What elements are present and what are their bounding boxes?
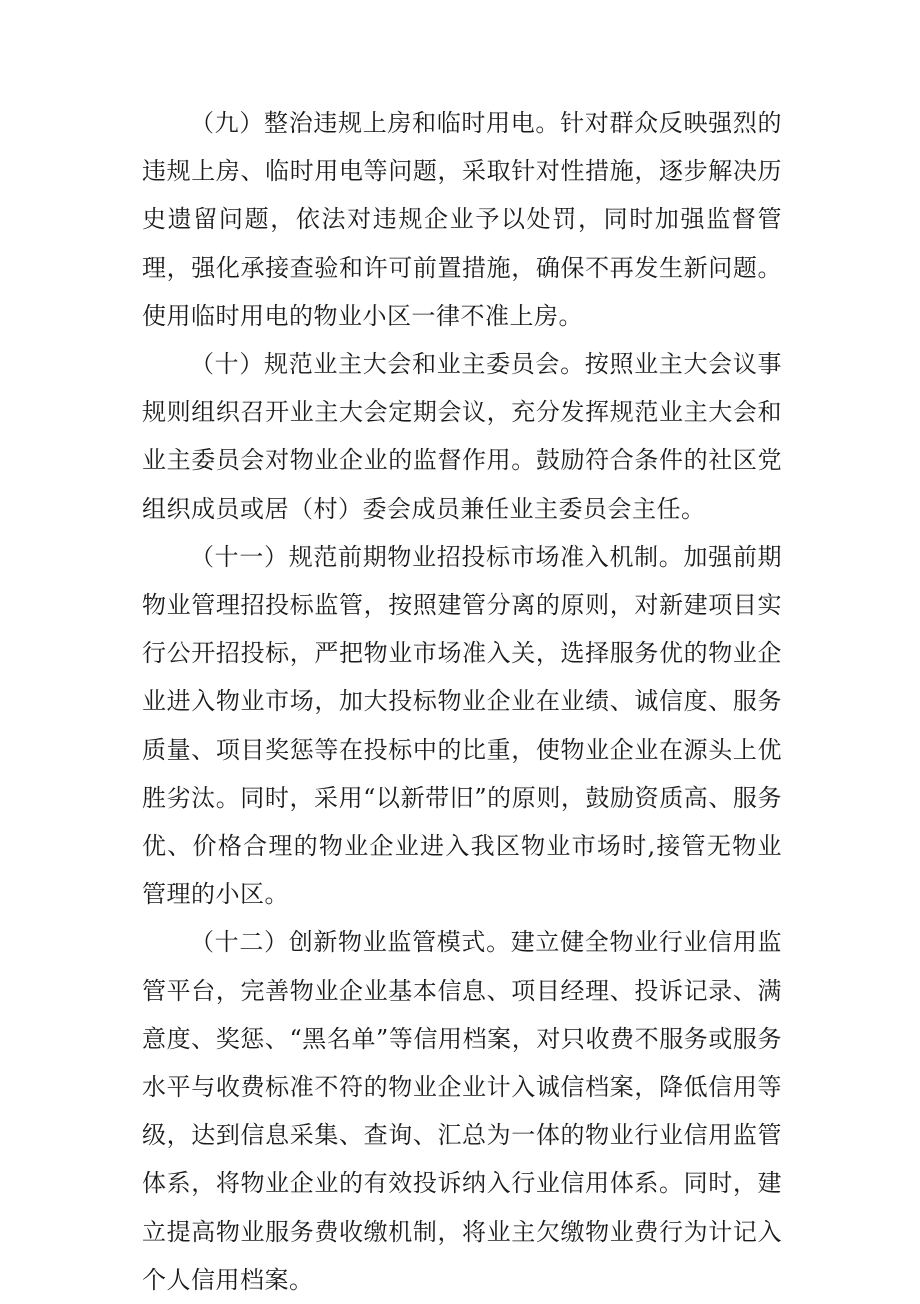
- paragraph-section-10: （十）规范业主大会和业主委员会。按照业主大会议事规则组织召开业主大会定期会议，充分发挥规范业主大会和业主委员会对物业企业的监督作用。鼓励符合条件的社区党组织成员或居（村）委会成员兼任业主委员会主任。: [142, 350, 782, 523]
- paragraph-section-12: （十二）创新物业监管模式。建立健全物业行业信用监管平台，完善物业企业基本信息、项目经理、投诉记录、满意度、奖惩、“黑名单”等信用档案，对只收费不服务或服务水平与收费标准不符的物业企业计入诚信档案，降低信用等级，达到信息采集、查询、汇总为一体的物业行业信用监管体系，将物业企业的有效投诉纳入行业信用体系。同时，建立提高物业服务费收缴机制，将业主欠缴物业费行为计记入个人信用档案。: [142, 928, 782, 1294]
- paragraph-section-11: （十一）规范前期物业招投标市场准入机制。加强前期物业管理招投标监管，按照建管分离的原则，对新建项目实行公开招投标，严把物业市场准入关，选择服务优的物业企业进入物业市场，加大投标物业企业在业绩、诚信度、服务质量、项目奖惩等在投标中的比重，使物业企业在源头上优胜劣汰。同时，采用“以新带旧”的原则，鼓励资质高、服务优、价格合理的物业企业进入我区物业市场时,接管无物业管理的小区。: [142, 542, 782, 909]
- paragraph-section-9: （九）整治违规上房和临时用电。针对群众反映强烈的违规上房、临时用电等问题，采取针对性措施，逐步解决历史遗留问题，依法对违规企业予以处罚，同时加强监督管理，强化承接查验和许可前置措施，确保不再发生新问题。使用临时用电的物业小区一律不准上房。: [142, 109, 782, 330]
- document-body: [142, 99, 782, 1304]
